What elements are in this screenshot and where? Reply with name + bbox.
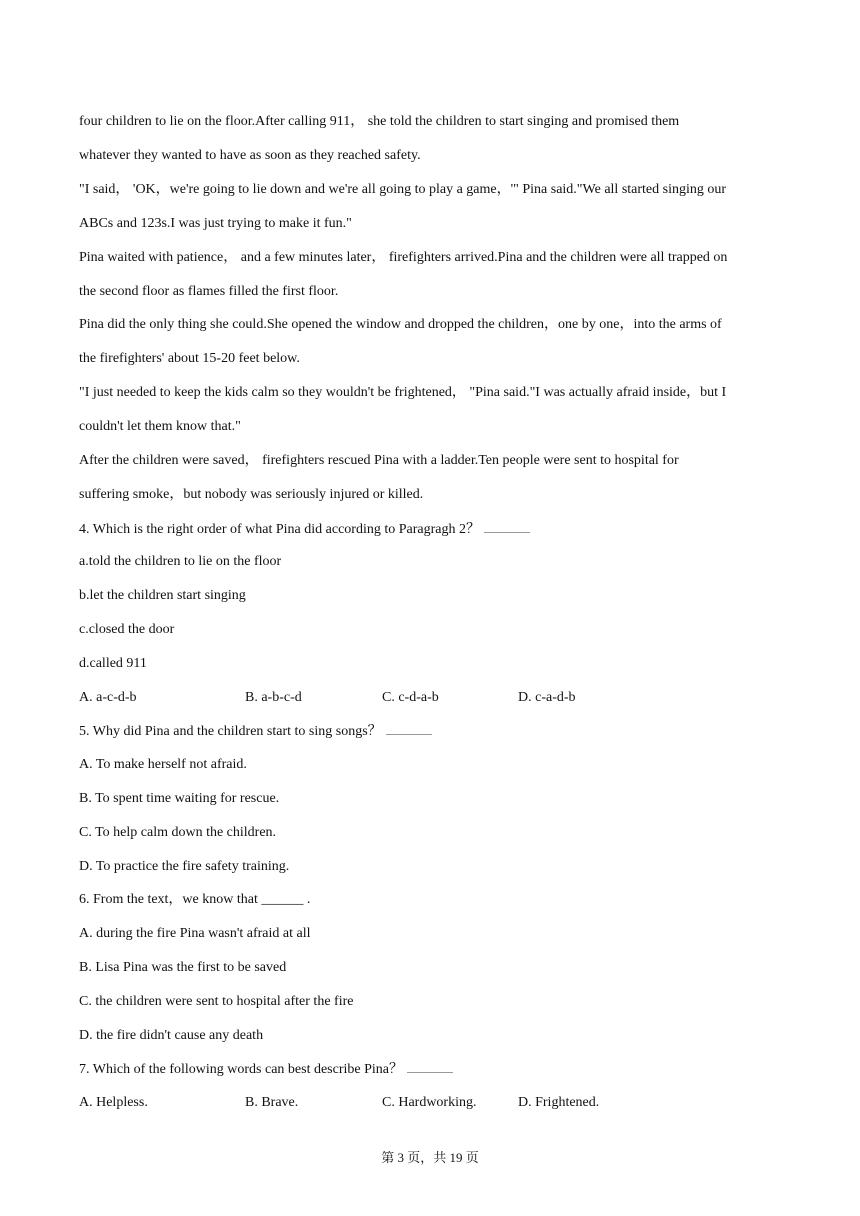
passage-line: the firefighters' about 15-20 feet below. (79, 351, 300, 366)
passage-line: "I said， 'OK，we're going to lie down and we're all going to play a game，'" Pina said."We all started singing our (79, 182, 727, 197)
option-a[interactable]: A. during the fire Pina wasn't afraid at all (79, 926, 311, 941)
option-d[interactable]: D. c-a-d-b (518, 690, 576, 705)
question-stem-text: 5. Why did Pina and the children start to sing songs？ (79, 724, 382, 739)
passage-line: "I just needed to keep the kids calm so they wouldn't be frightened， "Pina said."I was actually afraid inside，but I (79, 385, 727, 400)
option-d[interactable]: D. To practice the fire safety training. (79, 859, 290, 874)
passage-line: After the children were saved， firefighters rescued Pina with a ladder.Ten people were sent to hospital for (79, 453, 679, 468)
passage-line: Pina did the only thing she could.She opened the window and dropped the children，one by one，into the arms of (79, 317, 722, 332)
q4-item: c.closed the door (79, 622, 175, 637)
option-c[interactable]: C. Hardworking. (382, 1095, 477, 1110)
option-d[interactable]: D. Frightened. (518, 1095, 600, 1110)
option-b[interactable]: B. Brave. (245, 1095, 299, 1110)
question-stem-text: 7. Which of the following words can best describe Pina？ (79, 1062, 404, 1077)
answer-blank[interactable] (484, 520, 530, 533)
option-c[interactable]: C. To help calm down the children. (79, 825, 277, 840)
passage-line: suffering smoke，but nobody was seriously injured or killed. (79, 487, 424, 502)
question-7-stem (79, 1060, 453, 1079)
answer-blank[interactable] (407, 1060, 453, 1073)
question-6-stem: 6. From the text，we know that ______ . (79, 892, 311, 907)
passage-line: Pina waited with patience， and a few minutes later， firefighters arrived.Pina and the children were all trapped on (79, 250, 728, 265)
option-a[interactable]: A. a-c-d-b (79, 690, 137, 705)
q4-item: b.let the children start singing (79, 588, 246, 603)
option-b[interactable]: B. a-b-c-d (245, 690, 302, 705)
page-footer: 第 3 页，共 19 页 (381, 1150, 479, 1165)
question-7-options (79, 1094, 779, 1112)
question-4-stem (79, 520, 530, 539)
question-stem-text: 4. Which is the right order of what Pina did according to Paragragh 2？ (79, 522, 480, 537)
question-4-options (79, 689, 779, 707)
passage-line: four children to lie on the floor.After calling 911， she told the children to start singing and promised them (79, 114, 680, 129)
option-a[interactable]: A. To make herself not afraid. (79, 757, 247, 772)
option-a[interactable]: A. Helpless. (79, 1095, 148, 1110)
passage-line: the second floor as flames filled the first floor. (79, 284, 339, 299)
q4-item: a.told the children to lie on the floor (79, 554, 282, 569)
option-d[interactable]: D. the fire didn't cause any death (79, 1028, 264, 1043)
q4-item: d.called 911 (79, 656, 147, 671)
answer-blank[interactable] (386, 722, 432, 735)
question-5-stem (79, 722, 432, 741)
option-b[interactable]: B. To spent time waiting for rescue. (79, 791, 280, 806)
passage-line: couldn't let them know that." (79, 419, 241, 434)
option-c[interactable]: C. c-d-a-b (382, 690, 439, 705)
option-b[interactable]: B. Lisa Pina was the first to be saved (79, 960, 287, 975)
passage-line: ABCs and 123s.I was just trying to make it fun." (79, 216, 352, 231)
passage-line: whatever they wanted to have as soon as they reached safety. (79, 148, 421, 163)
option-c[interactable]: C. the children were sent to hospital after the fire (79, 994, 354, 1009)
